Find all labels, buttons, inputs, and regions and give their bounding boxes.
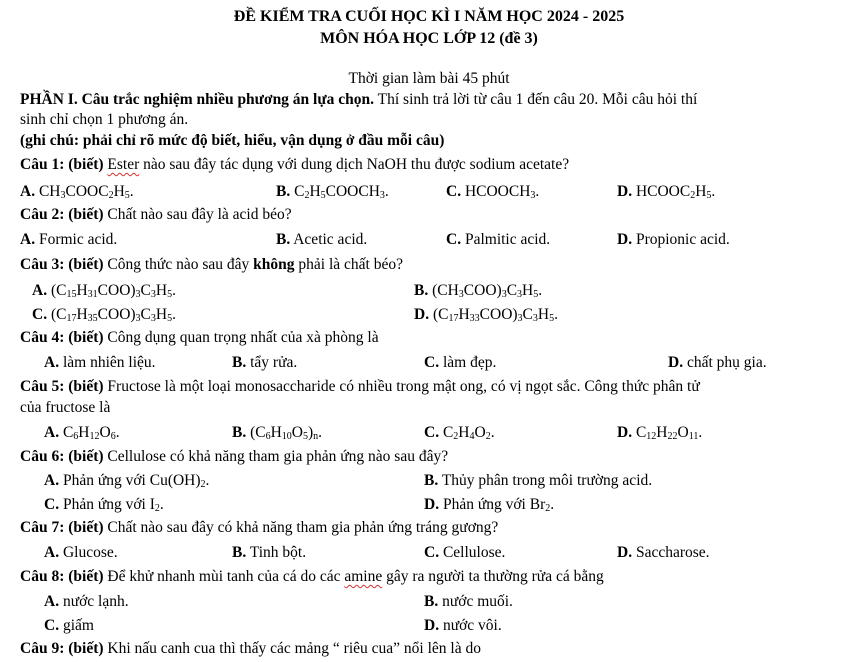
exam-title: ĐỀ KIỂM TRA CUỐI HỌC KÌ I NĂM HỌC 2024 - 2025 xyxy=(233,8,625,25)
q3-option-d: D. $(C_{17}H_{33}COO)_3C_3H_5$. xyxy=(414,306,558,324)
q8-option-c: C. giấm xyxy=(44,617,94,634)
q6-option-b: B. Thủy phân trong môi trường acid. xyxy=(424,472,653,489)
q7-option-a: A. Glucose. xyxy=(44,544,118,561)
q4-option-c: C. làm đẹp. xyxy=(424,354,497,371)
q8-option-b: B. nước muối. xyxy=(424,593,513,610)
q1-option-c: C. $HCOOCH_3$. xyxy=(446,183,540,201)
q5-option-d: D. $C_{12}H_{22}O_{11}$. xyxy=(617,424,703,442)
part1-note: (ghi chú: phải chỉ rõ mức độ biết, hiểu, vận dụng ở đầu mỗi câu) xyxy=(20,132,445,149)
q1-option-b: B. $C_2H_5COOCH_3$. xyxy=(276,183,389,201)
question-1: Câu 1: (biết) Ester nào sau đây tác dụng với dung dịch NaOH thu được sodium acetate? xyxy=(20,156,570,173)
part1-instruction-line2: sinh chỉ chọn 1 phương án. xyxy=(20,111,189,128)
q5-option-b: B. $(C_6H_{10}O_5)_n$. xyxy=(232,424,323,442)
q1-option-d: D. $HCOOC_2H_5$. xyxy=(617,183,716,201)
q3-option-a: A. $(C_{15}H_{31}COO)_3C_3H_5$. xyxy=(32,282,176,300)
q7-option-d: D. Saccharose. xyxy=(617,544,710,561)
question-3: Câu 3: (biết) Công thức nào sau đây không phải là chất béo? xyxy=(20,256,403,273)
q1-option-a: A. $CH_3COOC_2H_5$. xyxy=(20,183,134,201)
exam-time: Thời gian làm bài 45 phút xyxy=(348,70,510,87)
q2-option-b: B. Acetic acid. xyxy=(276,231,368,248)
question-5: Câu 5: (biết) Fructose là một loại monosaccharide có nhiều trong mật ong, có vị ngọt sắc. Công thức phân tử xyxy=(20,378,700,395)
question-8: Câu 8: (biết) Để khử nhanh mùi tanh của cá do các amine gây ra người ta thường rửa cá bằng xyxy=(20,568,604,585)
q4-option-a: A. làm nhiên liệu. xyxy=(44,354,156,371)
q7-option-b: B. Tinh bột. xyxy=(232,544,307,561)
q4-option-b: B. tẩy rửa. xyxy=(232,354,298,371)
q5-option-c: C. $C_2H_4O_2$. xyxy=(424,424,495,442)
q3-option-c: C. $(C_{17}H_{35}COO)_3C_3H_5$. xyxy=(32,306,176,324)
q8-option-d: D. nước vôi. xyxy=(424,617,502,634)
q5-option-a: A. $C_6H_{12}O_6$. xyxy=(44,424,120,442)
part1-heading: PHẦN I. Câu trắc nghiệm nhiều phương án lựa chọn. xyxy=(20,91,375,108)
q6-option-d: D. Phản ứng với $Br_2$. xyxy=(424,496,555,514)
question-6: Câu 6: (biết) Cellulose có khả năng tham gia phản ứng nào sau đây? xyxy=(20,448,449,465)
question-5-line2: của fructose là xyxy=(20,399,111,416)
q3-option-b: B. $(CH_3COO)_3C_3H_5$. xyxy=(414,282,543,300)
part1-instruction-line1: PHẦN I. Câu trắc nghiệm nhiều phương án lựa chọn. Thí sinh trả lời từ câu 1 đến câu 20. Mỗi câu hỏi thí xyxy=(20,91,698,108)
q6-option-a: A. Phản ứng với $Cu(OH)_2$. xyxy=(44,472,210,490)
q7-option-c: C. Cellulose. xyxy=(424,544,506,561)
question-2: Câu 2: (biết) Chất nào sau đây là acid béo? xyxy=(20,206,292,223)
question-9: Câu 9: (biết) Khi nấu canh cua thì thấy các mảng “ riêu cua” nổi lên là do xyxy=(20,640,481,657)
q8-option-a: A. nước lạnh. xyxy=(44,593,129,610)
q6-option-c: C. Phản ứng với $I_2$. xyxy=(44,496,164,514)
question-4: Câu 4: (biết) Công dụng quan trọng nhất của xà phòng là xyxy=(20,329,379,346)
exam-subtitle: MÔN HÓA HỌC LỚP 12 (đề 3) xyxy=(320,30,538,47)
question-7: Câu 7: (biết) Chất nào sau đây có khả năng tham gia phản ứng tráng gương? xyxy=(20,519,499,536)
q2-option-c: C. Palmitic acid. xyxy=(446,231,551,248)
q2-option-a: A. Formic acid. xyxy=(20,231,118,248)
q4-option-d: D. chất phụ gia. xyxy=(668,354,767,371)
q2-option-d: D. Propionic acid. xyxy=(617,231,730,248)
